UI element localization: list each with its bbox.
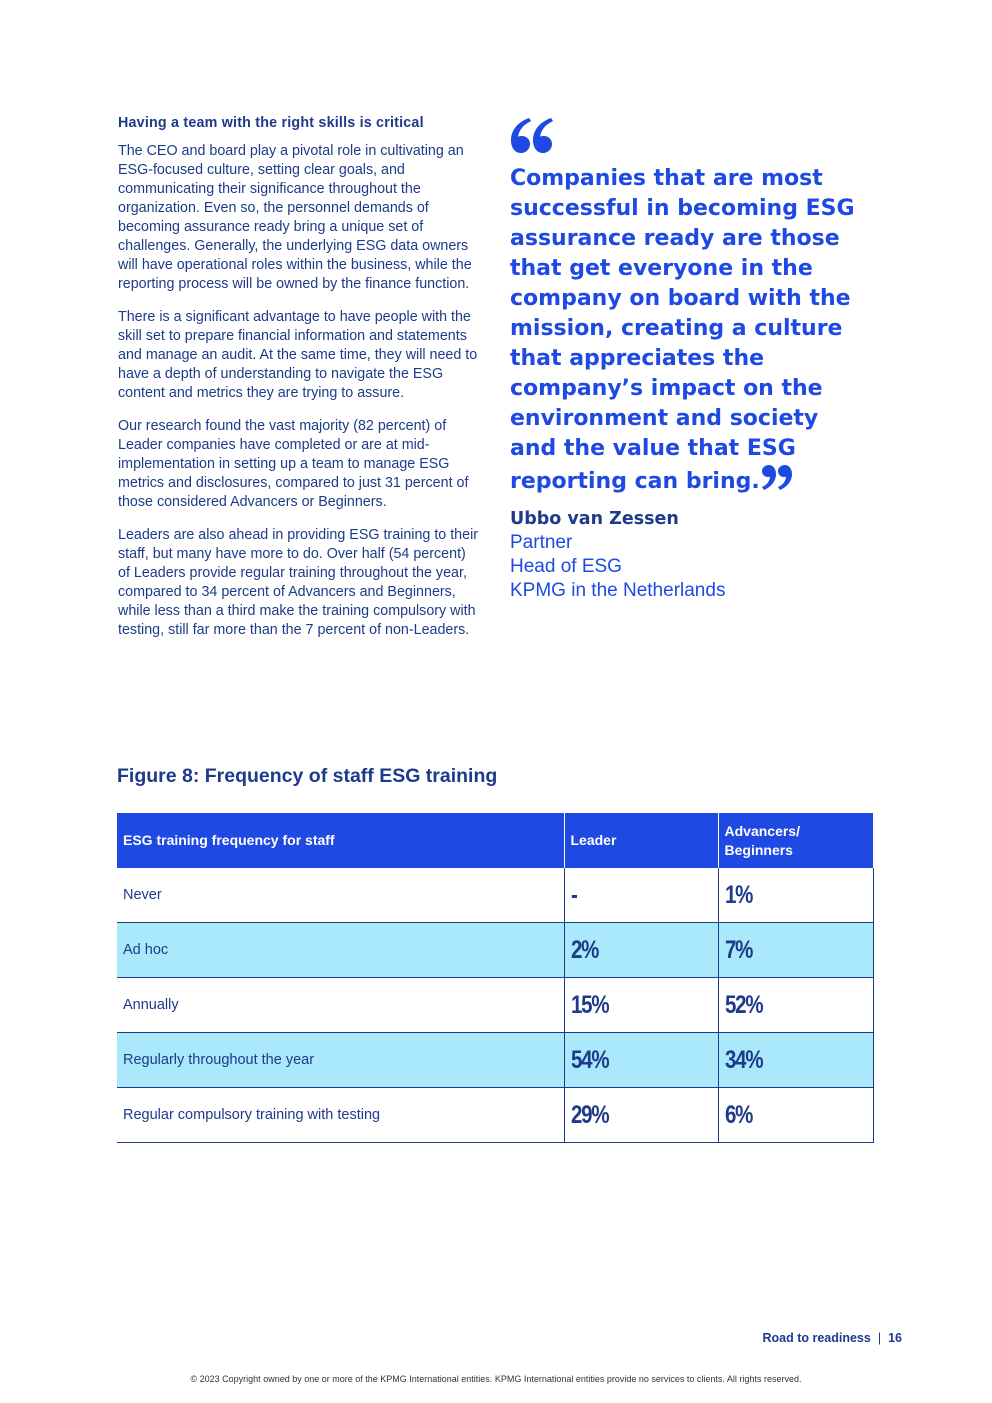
- leader-value-text: 15%: [570, 990, 608, 1019]
- quote-author-name: Ubbo van Zessen: [510, 509, 679, 529]
- row-label: Regularly throughout the year: [117, 1033, 564, 1088]
- advancers-value-text: 34%: [724, 1045, 762, 1074]
- advancers-value: [718, 1088, 873, 1143]
- row-label: Never: [117, 868, 564, 923]
- table-row: [117, 1033, 873, 1088]
- paragraph: There is a significant advantage to have people with the skill set to prepare financial information and statements and manage an audit. At the same time, they will need to have a depth of understanding to navigate the ESG content and metrics they are trying to assure.: [118, 309, 478, 401]
- open-quote-icon: [510, 112, 554, 156]
- table-row: [117, 978, 873, 1033]
- table-row: [117, 1088, 873, 1143]
- report-title: Road to readiness: [762, 1331, 871, 1345]
- leader-value: [564, 923, 718, 978]
- advancers-value-text: 7%: [724, 935, 752, 964]
- table-row: [117, 923, 873, 978]
- leader-value-text: 54%: [570, 1045, 608, 1074]
- leader-value: [564, 1088, 718, 1143]
- leader-value-text: 2%: [570, 935, 598, 964]
- advancers-value: [718, 978, 873, 1033]
- advancers-value: [718, 923, 873, 978]
- training-frequency-table: [117, 813, 874, 1143]
- copyright-notice: © 2023 Copyright owned by one or more of the KPMG International entities. KPMG International entities provide no services to clients. All rights reserved.: [190, 1374, 802, 1384]
- table-header-row: [117, 813, 873, 868]
- page-number: 16: [888, 1331, 902, 1345]
- advancers-value: [718, 1033, 873, 1088]
- footer-separator: |: [877, 1331, 882, 1345]
- pull-quote: [510, 112, 870, 603]
- header-advancers: Advancers/ Beginners: [718, 813, 873, 868]
- quote-text: [510, 164, 870, 497]
- quote-author-title: Head of ESG: [510, 556, 622, 577]
- row-label: Annually: [117, 978, 564, 1033]
- close-quote-icon: [762, 464, 794, 492]
- advancers-value-text: 1%: [724, 880, 752, 909]
- row-label: Ad hoc: [117, 923, 564, 978]
- leader-value-text: -: [570, 880, 577, 909]
- advancers-value-text: 52%: [724, 990, 762, 1019]
- header-leader: Leader: [564, 813, 718, 868]
- quote-author-role: Partner: [510, 532, 573, 553]
- leader-value: [564, 1033, 718, 1088]
- leader-value-text: 29%: [570, 1100, 608, 1129]
- leader-value: [564, 978, 718, 1033]
- body-text-column: [118, 114, 480, 654]
- figure-title: Figure 8: Frequency of staff ESG training: [117, 765, 498, 787]
- quote-author-organization: KPMG in the Netherlands: [510, 580, 726, 601]
- paragraph: Leaders are also ahead in providing ESG training to their staff, but many have more to do. Over half (54 percent) of Leaders provide regular training throughout the year, compared to 34 percent of Advancers and Beginners, while less than a third make the training compulsory with testing, still far more than the 7 percent of non-Leaders.: [118, 527, 479, 638]
- header-frequency: ESG training frequency for staff: [117, 813, 564, 868]
- advancers-value-text: 6%: [724, 1100, 752, 1129]
- section-heading: Having a team with the right skills is critical: [118, 115, 424, 131]
- row-label: Regular compulsory training with testing: [117, 1088, 564, 1143]
- advancers-value: [718, 868, 873, 923]
- quote-body: Companies that are most successful in becoming ESG assurance ready are those that get everyone in the company on board with the mission, creating a culture that appreciates the company’s impact on the environment and society and the value that ESG reporting can bring.: [510, 166, 855, 494]
- paragraph: Our research found the vast majority (82 percent) of Leader companies have completed or are at mid-implementation in setting up a team to manage ESG metrics and disclosures, compared to just 31 percent of those considered Advancers or Beginners.: [118, 418, 469, 510]
- paragraph: The CEO and board play a pivotal role in cultivating an ESG-focused culture, setting clear goals, and communicating their significance throughout the organization. Even so, the personnel demands of becoming assurance ready bring a unique set of challenges. Generally, the underlying ESG data owners will have operational roles within the business, while the reporting process will be owned by the finance function.: [118, 143, 472, 292]
- page-footer: [762, 1331, 902, 1345]
- leader-value: [564, 868, 718, 923]
- table-row: [117, 868, 873, 923]
